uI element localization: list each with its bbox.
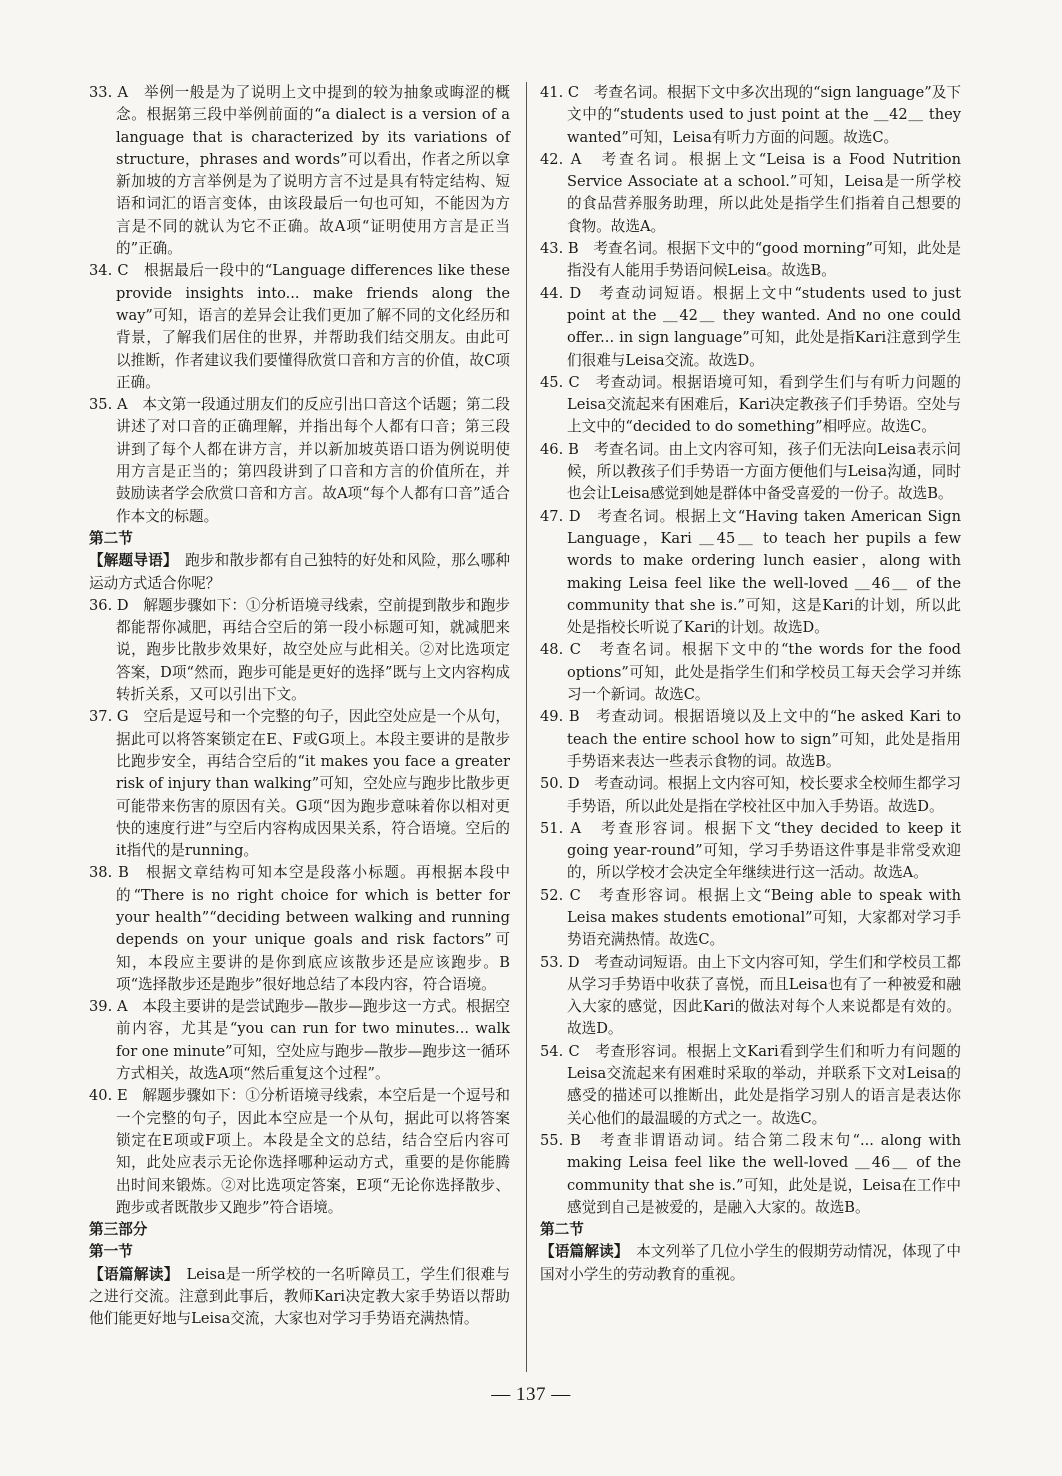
answer-explanation: 51. A 考查形容词。根据下文“they decided to keep it going year-round”可知，学习手势语这件事是非常受欢迎的，所以学校才会决定全年继续进行这一活动。故选A。 [540, 819, 961, 882]
answer-explanation: 45. C 考查动词。根据语境可知，看到学生们与有听力问题的Leisa交流起来有困难后，Kari决定教孩子们手势语。空处与上文中的“decided to do something”相呼应。故选C。 [540, 373, 961, 436]
answer-explanation: 50. D 考查动词。根据上文内容可知，校长要求全校师生都学习手势语，所以此处是指在学校社区中加入手势语。故选D。 [540, 775, 961, 815]
summary-text: Leisa是一所学校的一名听障员工，学生们很难与之进行交流。注意到此事后，教师Kari决定教大家手势语以帮助他们能更好地与Leisa交流，大家也对学习手势语充满热情。 [89, 1265, 511, 1328]
section-heading: 第二节 [540, 1221, 584, 1239]
answer-explanation: 41. C 考查名词。根据下文中多次出现的“sign language”及下文中的“students used to just point at the ＿42＿ they wanted”可知，Leisa有听力方面的问题。故选C。 [540, 84, 961, 146]
answer-explanation: 52. C 考查形容词。根据上文“Being able to speak with Leisa makes students emotional”可知，大家都对学习手势语充满热情。故选C。 [540, 886, 961, 949]
answer-explanation: 37. G 空后是逗号和一个完整的句子，因此空处应是一个从句，据此可以将答案锁定在E、F或G项上。本段主要讲的是散步比跑步安全，再结合空后的“it makes you face a greater risk of injury than walking”可知，空处应与跑步比散步更可能带来伤害的原因有关。G项“因为跑步意味着你以相对更快的速度行进”与空后内容构成因果关系，符合语境。空后的it指代的是running。 [89, 708, 510, 860]
answer-explanation: 36. D 解题步骤如下：①分析语境寻线索，空前提到散步和跑步都能帮你减肥，再结合空后的第一段小标题可知，就减肥来说，跑步比散步效果好，故空处应与此相关。②对比选项定答案，D项“然而，跑步可能是更好的选择”既与上文内容构成转折关系，又可以引出下文。 [89, 596, 510, 704]
passage-summary [89, 1264, 510, 1331]
section-heading: 第三部分 [89, 1221, 148, 1239]
summary-label: 【解题导语】 [89, 552, 171, 570]
answer-explanation: 33. A 举例一般是为了说明上文中提到的较为抽象或晦涩的概念。根据第三段中举例前面的“a dialect is a version of a language that is characterized by its variations of structure，phrases and words”可以看出，作者之所以拿新加坡的方言举例是为了说明方言不过是具有特定结构、短语和词汇的语言变体，由该段最后一句也可知，不能因为方言是不同的就认为它不正确。故A项“证明使用方言是正当的”正确。 [89, 84, 510, 258]
answer-explanation: 43. B 考查名词。根据下文中的“good morning”可知，此处是指没有人能用手势语问候Leisa。故选B。 [540, 240, 961, 280]
left-column [89, 82, 510, 1331]
summary-label: 【语篇解读】 [89, 1265, 172, 1283]
passage-summary [89, 550, 510, 595]
right-column [540, 82, 961, 1286]
answer-explanation: 38. B 根据文章结构可知本空是段落小标题。再根据本段中的“There is no right choice for which is better for your health”“deciding between walking and running depends on your unique goals and risk factors”可知，本段应主要讲的是你到底应该散步还是应该跑步。B项“选择散步还是跑步”很好地总结了本段内容，符合语境。 [89, 864, 510, 993]
answer-explanation: 34. C 根据最后一段中的“Language differences like these provide insights into... make friends along the way”可知，语言的差异会让我们更加了解不同的文化经历和背景，了解我们居住的世界，并帮助我们结交朋友。由此可以推断，作者建议我们要懂得欣赏口音和方言的价值，故C项正确。 [89, 262, 510, 391]
answer-explanation: 54. C 考查形容词。根据上文Kari看到学生们和听力有问题的Leisa交流起来有困难时采取的举动，并联系下文对Leisa的感受的描述可以推断出，此处是指学习别人的语言是表达你关心他们的最温暖的方式之一。故选C。 [540, 1042, 961, 1127]
answer-explanation: 42. A 考查名词。根据上文“Leisa is a Food Nutrition Service Associate at a school.”可知，Leisa是一所学校的食品营养服务助理，所以此处是指学生们指着自己想要的食物。故选A。 [540, 150, 961, 235]
answer-explanation: 48. C 考查名词。根据下文中的“the words for the food options”可知，此处是指学生们和学校员工每天会学习并练习一个新词。故选C。 [540, 641, 961, 704]
answer-explanation: 40. E 解题步骤如下：①分析语境寻线索，本空后是一个逗号和一个完整的句子，因此本空应是一个从句，据此可以将答案锁定在E项或F项上。本段是全文的总结，结合空后内容可知，此处应表示无论你选择哪种运动方式，重要的是你能腾出时间来锻炼。②对比选项定答案，E项“无论你选择散步、跑步或者既散步又跑步”符合语境。 [89, 1087, 510, 1216]
page-number: — 137 — [491, 1384, 571, 1405]
answer-explanation: 47. D 考查名词。根据上文“Having taken American Sign Language，Kari ＿45＿ to teach her pupils a few words to make ordering lunch easier，along with making Leisa feel like the well-loved ＿46＿ of the community that she is.”可知，这是Kari的计划，所以此处是指校长听说了Kari的计划。故选D。 [540, 507, 961, 637]
summary-label: 【语篇解读】 [540, 1243, 622, 1261]
answer-explanation: 44. D 考查动词短语。根据上文中“students used to just point at the ＿42＿ they wanted. And no one could offer... in sign language”可知，此处是指Kari注意到学生们很难与Leisa交流。故选D。 [540, 284, 961, 369]
summary-text: 本文列举了几位小学生的假期劳动情况，体现了中国对小学生的劳动教育的重视。 [540, 1243, 961, 1283]
summary-text: 跑步和散步都有自己独特的好处和风险，那么哪种运动方式适合你呢？ [89, 552, 510, 592]
answer-explanation: 55. B 考查非谓语动词。结合第二段末句“... along with making Leisa feel like the well-loved ＿46＿ of the community that she is.”可知，此处是说，Leisa在工作中感觉到自己是被爱的，是融入大家的。故选B。 [540, 1131, 961, 1216]
answer-explanation: 46. B 考查名词。由上文内容可知，孩子们无法向Leisa表示问候，所以教孩子们手势语一方面方便他们与Leisa沟通，同时也会让Leisa感觉到她是群体中备受喜爱的一份子。故选B。 [540, 440, 961, 503]
answer-explanation: 53. D 考查动词短语。由上下文内容可知，学生们和学校员工都从学习手势语中收获了喜悦，而且Leisa也有了一种被爱和融入大家的感觉，因此Kari的做法对每个人来说都是有效的。故选D。 [540, 953, 961, 1038]
answer-explanation: 39. A 本段主要讲的是尝试跑步—散步—跑步这一方式。根据空前内容，尤其是“you can run for two minutes... walk for one minute”可知，空处应与跑步—散步—跑步这一循环方式相关，故选A项“然后重复这个过程”。 [89, 998, 510, 1083]
answer-explanation: 35. A 本文第一段通过朋友们的反应引出口音这个话题；第二段讲述了对口音的正确理解，并指出每个人都有口音；第三段讲到了每个人都在讲方言，并以新加坡英语口语为例说明使用方言是正当的；第四段讲到了口音和方言的价值所在，并鼓励读者学会欣赏口音和方言。故A项“每个人都有口音”适合作本文的标题。 [89, 396, 510, 525]
passage-summary [540, 1241, 961, 1286]
answer-explanation: 49. B 考查动词。根据语境以及上文中的“he asked Kari to teach the entire school how to sign”可知，此处是指用手势语来表达一些表示食物的词。故选B。 [540, 708, 961, 770]
section-heading: 第一节 [89, 1243, 133, 1261]
column-divider [526, 82, 527, 1372]
section-heading: 第二节 [89, 529, 133, 547]
